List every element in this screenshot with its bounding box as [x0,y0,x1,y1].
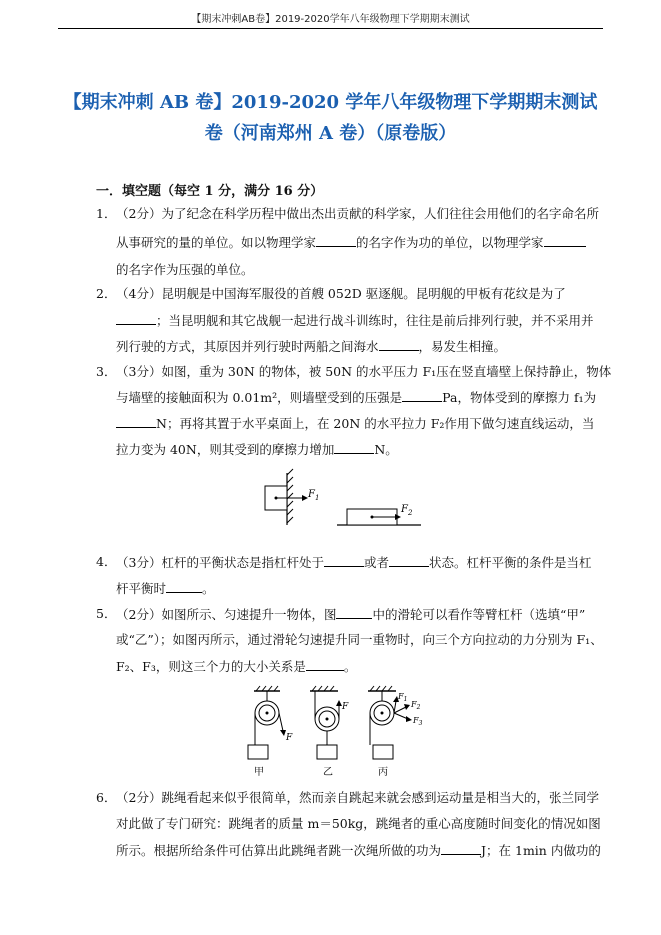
q6-line2: 对此做了专门研究：跳绳者的质量 m＝50kg，跳绳者的重心高度随时间变化的情况如图 [116,816,601,831]
pulley-bing [368,686,423,778]
q6-line1: （2分）跳绳看起来似乎很简单，然而亲自跳起来就会感到运动量是相当大的，张兰同学 [116,790,599,805]
svg-text:F: F [342,702,349,712]
q1-number: 1． [96,206,117,221]
q2-line1: （4分）昆明舰是中国海军服役的首艘 052D 驱逐舰。昆明舰的甲板有花纹是为了 [116,286,566,301]
q4-line2: 杆平衡时 。 [116,578,215,599]
q5-blank2[interactable] [306,656,344,671]
svg-text:F2: $F_2$ [411,700,421,711]
q3-line4: 拉力变为 40N，则其受到的摩擦力增加 N。 [116,439,398,460]
q4-blank3[interactable] [166,578,202,593]
q3-blank1[interactable] [402,387,442,402]
q3-blank3[interactable] [334,439,374,454]
header-divider [58,28,603,29]
q2-blank1[interactable] [116,310,156,325]
q5-blank1[interactable] [336,604,372,619]
q6-line3: 所示。根据所给条件可估算出此跳绳者跳一次绳所做的功为 J；在 1min 内做功的 [116,840,601,861]
q6-number: 6． [96,790,117,805]
q5-line1: （2分）如图所示、匀速提升一物体，图 中的滑轮可以看作等臂杠杆（选填“甲” [116,604,585,625]
label-jia: 甲 [254,767,264,778]
q4-blank1[interactable] [324,552,364,567]
q3-line1: （3分）如图，重为 30N 的物体，被 50N 的水平压力 F₁压在竖直墙壁上保持静止，物体 [116,364,612,379]
q1-blank2[interactable] [544,232,586,247]
q1-blank1[interactable] [316,232,356,247]
pulley-jia [248,686,293,778]
label-yi: 乙 [323,767,333,778]
q1-line2: 从事研究的量的单位。如以物理学家 的名字作为功的单位，以物理学家 [116,232,586,253]
q5-line3: F₂、F₃，则这三个力的大小关系是 。 [116,656,356,677]
label-f2: $F_2$ [401,504,413,517]
q1-line1: （2分）为了纪念在科学历程中做出杰出贡献的科学家，人们往往会用他们的名字命名所 [116,206,599,221]
doc-title-line1: 【期末冲刺 AB 卷】2019-2020 学年八年级物理下学期期末测试 [63,92,598,113]
figure-wall-and-table [255,465,425,535]
q4-number: 4． [96,554,117,569]
doc-title-line2: 卷（河南郑州 A 卷）（原卷版） [204,123,457,144]
label-bing: 丙 [378,767,388,778]
q1-line3: 的名字作为压强的单位。 [116,262,254,277]
figure-pulleys [240,685,440,783]
pulley-yi [310,686,349,778]
q3-number: 3． [96,364,117,379]
q3-line3: N；再将其置于水平桌面上，在 20N 的水平拉力 F₂作用下做匀速直线运动，当 [116,413,594,434]
q2-number: 2． [96,286,117,301]
q4-blank2[interactable] [389,552,429,567]
q4-line1: （3分）杠杆的平衡状态是指杠杆处于 或者 状态。杠杆平衡的条件是当杠 [116,552,592,573]
q2-blank2[interactable] [379,336,419,351]
wall-hatching-icon [287,469,293,525]
svg-text:F3: $F_3$ [413,716,423,727]
section-heading: 一．填空题（每空 1 分，满分 16 分） [96,184,324,199]
svg-text:F: F [286,733,293,743]
q6-blank1[interactable] [441,840,481,855]
svg-text:F1: $F_1$ [398,692,408,703]
q2-line2: ；当昆明舰和其它战舰一起进行战斗训练时，往往是前后排列行驶，并不采用并 [116,310,594,331]
q5-number: 5． [96,606,117,621]
label-f1: $F_1$ [308,489,320,502]
page-header: 【期末冲刺AB卷】2019-2020学年八年级物理下学期期末测试 [191,14,470,25]
q3-blank2[interactable] [116,413,156,428]
q3-line2: 与墙壁的接触面积为 0.01m²，则墙壁受到的压强是 Pa，物体受到的摩擦力 f₁为 [116,387,596,408]
q2-line3: 列行驶的方式，其原因并列行驶时两船之间海水 ，易发生相撞。 [116,336,506,357]
q5-line2: 或“乙”）；如图丙所示，通过滑轮匀速提升同一重物时，向三个方向拉动的力分别为 F₁、 [116,632,603,647]
